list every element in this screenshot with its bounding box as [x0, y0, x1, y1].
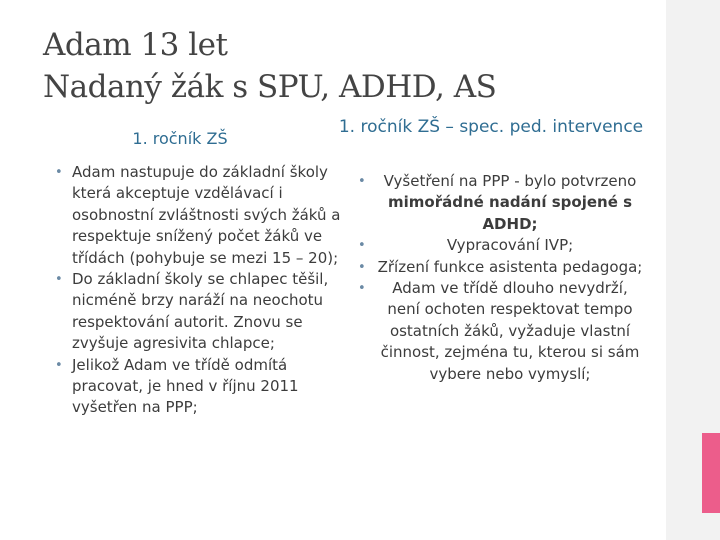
left-column-heading: 1. ročník ZŠ: [132, 129, 228, 148]
left-column: [52, 162, 352, 419]
list-item-text: [375, 171, 645, 235]
list-item: [355, 235, 655, 256]
emphasized-text: mimořádné nadání spojené s ADHD;: [387, 193, 633, 233]
bullet-icon: •: [55, 357, 63, 373]
list-item-text: Do základní školy se chlapec těšil, nicméně brzy naráží na neochotu respektování autorit. Znovu se zvyšuje agresivita chlapce;: [72, 270, 329, 353]
list-item: [355, 278, 655, 385]
list-item: [52, 162, 352, 269]
bullet-icon: •: [55, 165, 63, 180]
slide-title: [43, 24, 643, 108]
right-column-heading: 1. ročník ZŠ – spec. ped. intervence: [338, 117, 644, 137]
right-column: [355, 171, 655, 385]
list-item-text: Jelikož Adam ve třídě odmítá pracovat, je hned v říjnu 2011 vyšetřen na PPP;: [72, 355, 299, 417]
list-item-text-part: Vyšetření na PPP - bylo potvrzeno: [383, 172, 637, 190]
bullet-icon: •: [55, 272, 63, 288]
side-accent-bar: [702, 433, 720, 513]
list-item: [52, 355, 352, 419]
bullet-icon: •: [358, 259, 366, 275]
list-item-text: Adam nastupuje do základní školy která akceptuje vzdělávací i osobnostní zvláštnosti svých žáků a respektuje snížený počet žáků ve třídách (pohybuje se mezi 15 – 20);: [72, 163, 341, 267]
list-item-text: Adam ve třídě dlouho nevydrží, není ochoten respektovat tempo ostatních žáků, vyžaduje vlastní činnost, zejména tu, kterou si sám vybere nebo vymyslí;: [380, 279, 640, 383]
slide-title-line-1: Adam 13 let: [43, 27, 228, 63]
list-item: [355, 257, 655, 278]
list-item-text: Vypracování IVP;: [446, 236, 574, 255]
list-item: [355, 171, 655, 235]
bullet-icon: •: [358, 281, 366, 297]
list-item: [52, 269, 352, 355]
bullet-icon: •: [358, 174, 366, 189]
list-item-text: Zřízení funkce asistenta pedagoga;: [377, 257, 643, 276]
slide-title-line-2: Nadaný žák s SPU, ADHD, AS: [43, 69, 497, 105]
bullet-icon: •: [358, 238, 366, 254]
